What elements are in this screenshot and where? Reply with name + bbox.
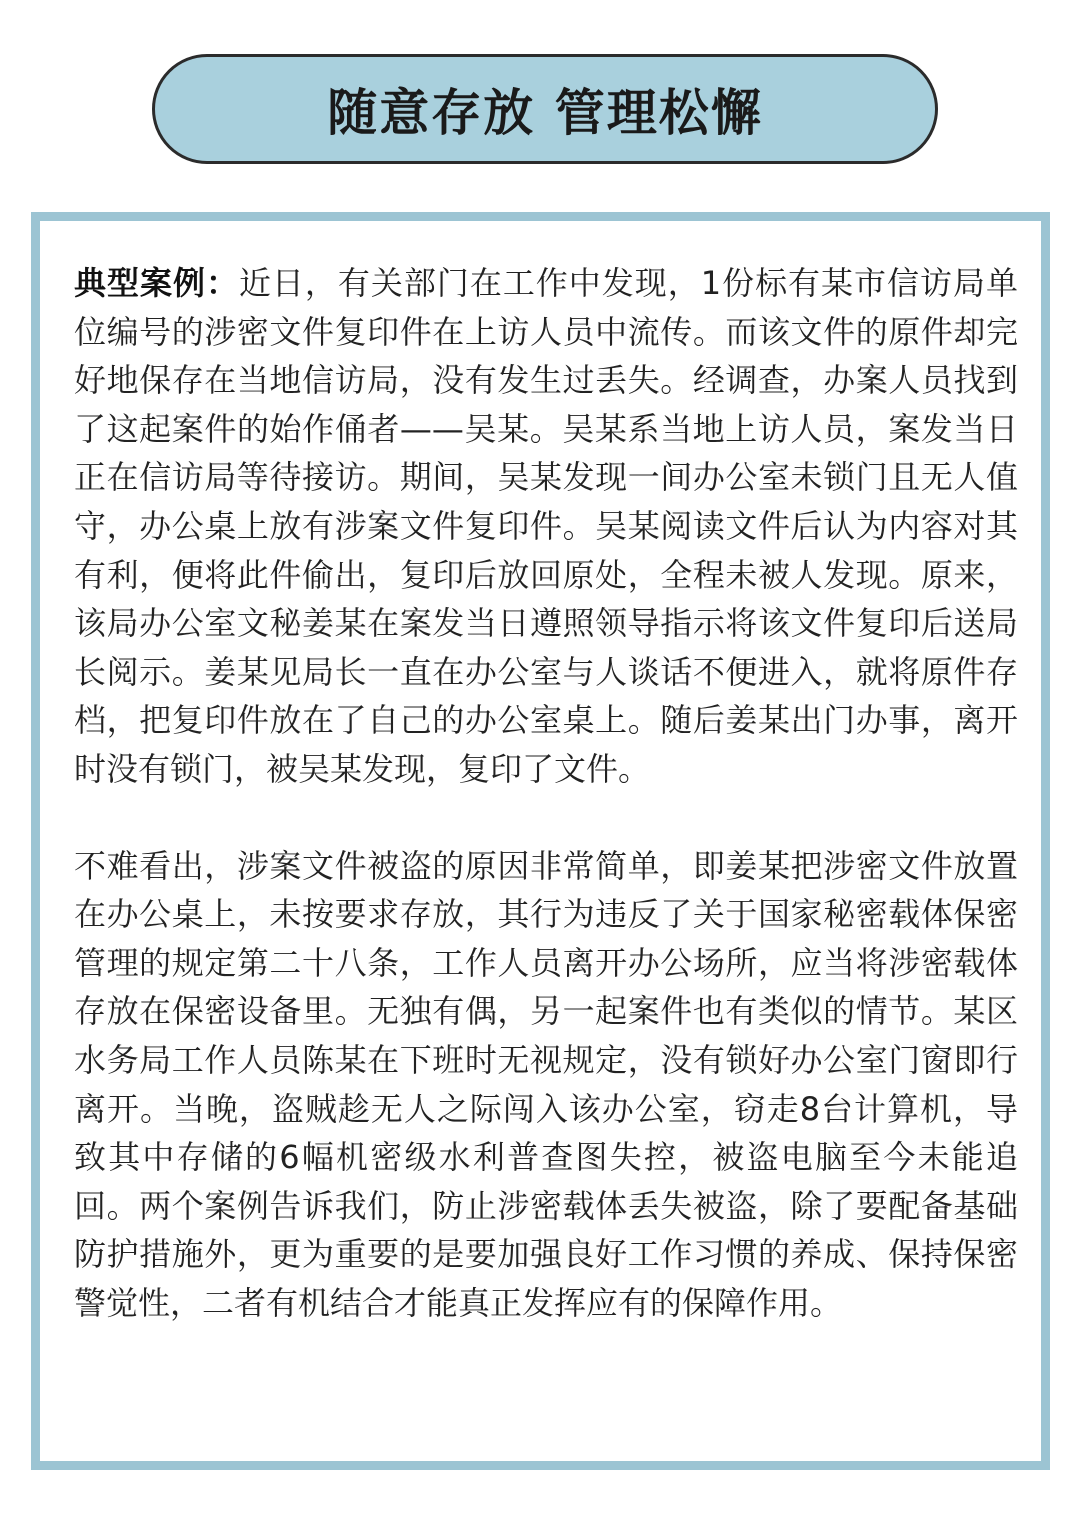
paragraph-analysis: 不难看出，涉案文件被盗的原因非常简单，即姜某把涉密文件放置在办公桌上，未按要求存放，其行为违反了关于国家秘密载体保密管理的规定第二十八条，工作人员离开办公场所，应当将涉密载体存放在保密设备里。无独有偶，另一起案件也有类似的情节。某区水务局工作人员陈某在下班时无视规定，没有锁好办公室门窗即行离开。当晚，盗贼趁无人之际闯入该办公室，窃走8台计算机，导致其中存储的6幅机密级水利普查图失控，被盗电脑至今未能追回。两个案例告诉我们，防止涉密载体丢失被盗，除了要配备基础防护措施外，更为重要的是要加强良好工作习惯的养成、保持保密警觉性，二者有机结合才能真正发挥应有的保障作用。 [74, 846, 1018, 1322]
paragraph-case [74, 259, 1018, 794]
article-frame [31, 212, 1050, 1470]
page-title: 随意存放 管理松懈 [327, 84, 763, 142]
paragraph-case-text: 近日，有关部门在工作中发现，1份标有某市信访局单位编号的涉密文件复印件在上访人员中流传。而该文件的原件却完好地保存在当地信访局，没有发生过丢失。经调查，办案人员找到了这起案件的始作俑者——吴某。吴某系当地上访人员，案发当日正在信访局等待接访。期间，吴某发现一间办公室未锁门且无人值守，办公桌上放有涉案文件复印件。吴某阅读文件后认为内容对其有利，便将此件偷出，复印后放回原处，全程未被人发现。原来，该局办公室文秘姜某在案发当日遵照领导指示将该文件复印后送局长阅示。姜某见局长一直在办公室与人谈话不便进入，就将原件存档，把复印件放在了自己的办公室桌上。随后姜某出门办事，离开时没有锁门，被吴某发现，复印了文件。 [74, 264, 1018, 788]
title-banner [152, 54, 938, 164]
case-label: 典型案例： [74, 264, 239, 302]
article-body [74, 259, 1018, 1327]
